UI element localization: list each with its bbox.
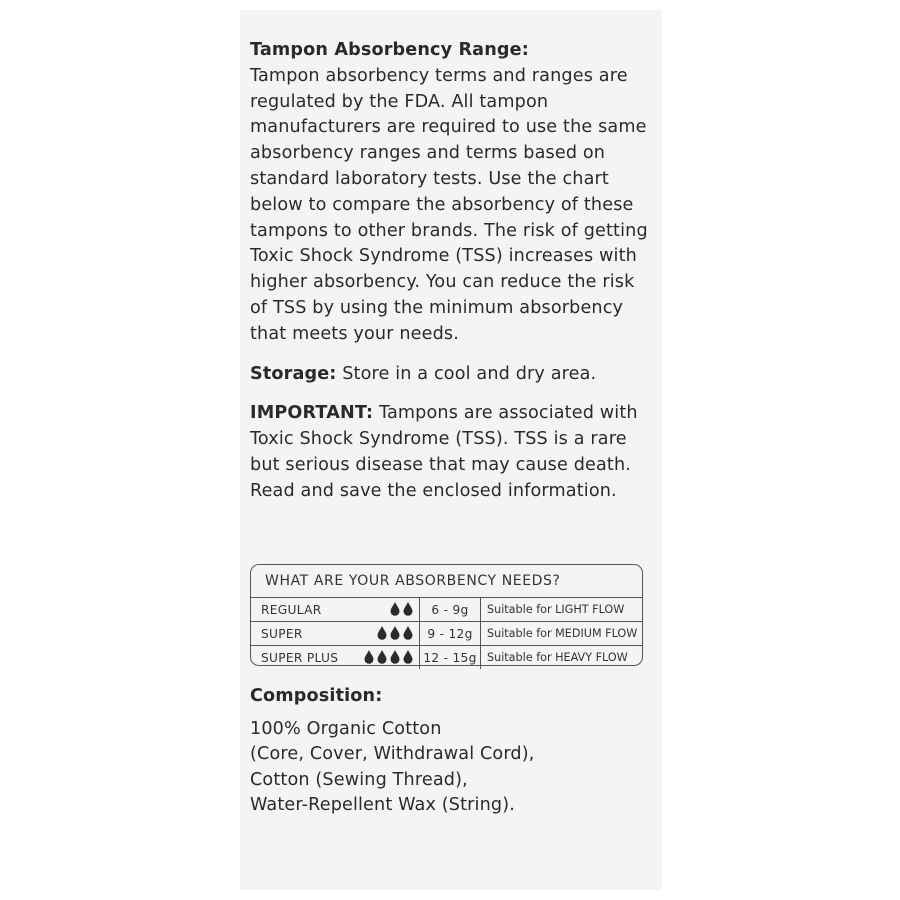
important-section — [250, 401, 650, 504]
row-name-cell — [251, 622, 420, 646]
absorbency-section — [250, 38, 650, 348]
drop-rating — [390, 602, 413, 616]
absorbency-table — [251, 597, 643, 669]
drop-rating — [364, 650, 413, 664]
storage-section — [250, 362, 650, 388]
drop-icon — [390, 626, 400, 640]
drop-rating — [377, 626, 413, 640]
row-range: 9 - 12g — [420, 622, 481, 646]
row-range: 6 - 9g — [420, 598, 481, 622]
row-range: 12 - 15g — [420, 646, 481, 670]
storage-text: Store in a cool and dry area. — [342, 363, 597, 384]
composition-line: Water-Repellent Wax (String). — [250, 794, 515, 815]
table-row — [251, 646, 643, 670]
composition-line: (Core, Cover, Withdrawal Cord), — [250, 744, 535, 765]
absorbency-body: Tampon absorbency terms and ranges are regulated by the FDA. All tampon manufacturers are required to use the same absorbency ranges and terms based on standard laboratory tests. Use the chart below to compare the absorbency of these tampons to other brands. The risk of getting Toxic Shock Syndrome (TSS) increases with higher absorbency. You can reduce the risk of TSS by using the minimum absorbency that meets your needs. — [250, 65, 648, 344]
important-text: Tampons are associated with Toxic Shock Syndrome (TSS). TSS is a rare but serious disease that may cause death. Read and save the enclosed information. — [250, 403, 638, 501]
absorbency-chart — [250, 564, 643, 666]
row-desc: Suitable for LIGHT FLOW — [481, 598, 644, 622]
package-text — [250, 38, 650, 519]
row-desc: Suitable for HEAVY FLOW — [481, 646, 644, 670]
absorbency-heading: Tampon Absorbency Range: — [250, 40, 529, 60]
row-name: REGULAR — [261, 602, 322, 617]
composition-line: Cotton (Sewing Thread), — [250, 769, 468, 790]
important-label: IMPORTANT: — [250, 403, 374, 424]
row-name-cell — [251, 646, 420, 670]
chart-title: WHAT ARE YOUR ABSORBENCY NEEDS? — [265, 573, 561, 589]
drop-icon — [403, 626, 413, 640]
row-desc: Suitable for MEDIUM FLOW — [481, 622, 644, 646]
storage-label: Storage: — [250, 363, 337, 384]
composition-heading: Composition: — [250, 686, 383, 706]
row-name-cell — [251, 598, 420, 622]
composition-section — [250, 684, 650, 818]
drop-icon — [403, 602, 413, 616]
composition-line: 100% Organic Cotton — [250, 719, 442, 740]
drop-icon — [390, 650, 400, 664]
drop-icon — [377, 650, 387, 664]
drop-icon — [403, 650, 413, 664]
drop-icon — [364, 650, 374, 664]
drop-icon — [377, 626, 387, 640]
table-row — [251, 622, 643, 646]
row-name: SUPER PLUS — [261, 650, 339, 665]
table-row — [251, 598, 643, 622]
drop-icon — [390, 602, 400, 616]
row-name: SUPER — [261, 626, 303, 641]
